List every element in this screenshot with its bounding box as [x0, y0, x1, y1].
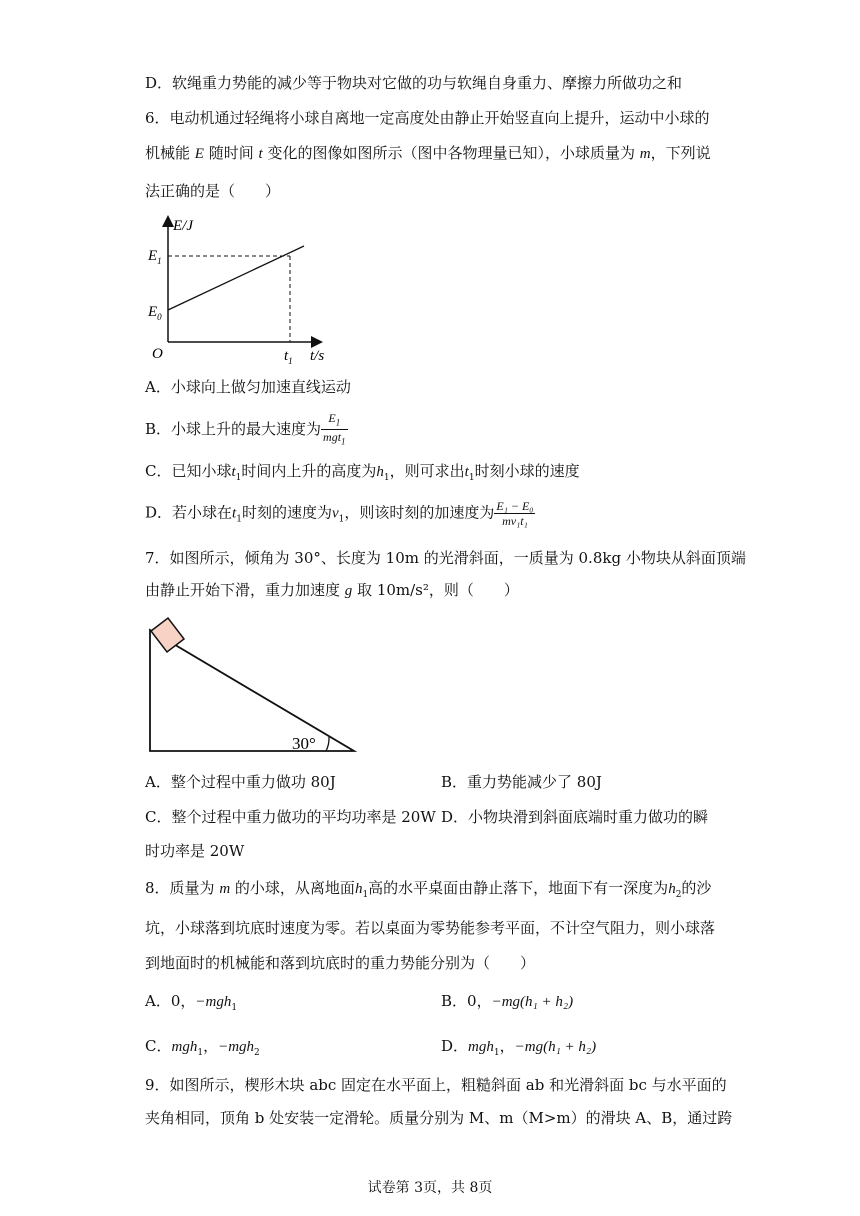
q6-stem-line3: 法正确的是（ ） [145, 182, 281, 200]
t1-label: $t_1$ [284, 348, 293, 366]
angle-label: 30° [292, 734, 316, 753]
q6-option-a: A．小球向上做匀加速直线运动 [145, 378, 351, 396]
q8-stem-line3: 到地面时的机械能和落到坑底时的重力势能分别为（ ） [145, 954, 536, 972]
q7-option-c: C．整个过程中重力做功的平均功率是 20W [145, 808, 436, 826]
q9-stem-line1: 9．如图所示，楔形木块 abc 固定在水平面上，粗糙斜面 ab 和光滑斜面 bc 与水平面的 [145, 1076, 727, 1094]
q6-option-b: B．小球上升的最大速度为 $\frac{E_1}{mgt_1}$ [145, 411, 346, 447]
q6-stem-line1: 6．电动机通过轻绳将小球自离地一定高度处由静止开始竖直向上提升，运动中小球的 [145, 109, 710, 127]
q6-option-d: D．若小球在$t_1$时刻的速度为$v_1$，则该时刻的加速度为 $\frac{\text{E₁ − E₀}}{\text{mv₁t₁}}$ [145, 499, 534, 528]
incline-triangle [150, 630, 354, 751]
page-footer: 试卷第 3页，共 8页 [367, 1180, 493, 1196]
q7-stem-line2: 由静止开始下滑，重力加速度 g 取 10m/s²，则（ ） [145, 581, 519, 599]
angle-arc [326, 737, 329, 751]
q8-stem-line2: 坑，小球落到坑底时速度为零。若以桌面为零势能参考平面，不计空气阻力，则小球落 [145, 919, 716, 937]
e1-label: $E_1$ [148, 248, 162, 266]
q7-incline-figure [140, 610, 370, 760]
q9-stem-line2: 夹角相同，顶角 b 处安装一定滑轮。质量分别为 M、m（M>m）的滑块 A、B，通过跨 [145, 1109, 733, 1127]
q8-stem-line1: 8．质量为 m 的小球，从离地面$h_1$高的水平桌面由静止落下，地面下有一深度为$h_2$的沙 [145, 879, 712, 900]
y-axis-label: E/J [173, 218, 193, 234]
q7-option-d: D．小物块滑到斜面底端时重力做功的瞬 [441, 808, 709, 826]
x-axis-label: t/s [310, 348, 325, 364]
q8-option-a: A．0，−mgh$_1$ [145, 992, 238, 1013]
q8-option-d: D．mgh$_1$，−mg(h₁ + h₂) [441, 1037, 597, 1058]
q5-option-d: D．软绳重力势能的减少等于物块对它做的功与软绳自身重力、摩擦力所做功之和 [145, 74, 683, 92]
q6-stem-line2: 机械能 E 随时间 t 变化的图像如图所示（图中各物理量已知），小球质量为 m，下列说 [145, 144, 711, 162]
q8-option-c: C．mgh$_1$，−mgh$_2$ [145, 1037, 260, 1058]
origin-label: O [152, 346, 163, 362]
q7-option-a: A．整个过程中重力做功 80J [145, 773, 336, 791]
q7-stem-line1: 7．如图所示，倾角为 30°、长度为 10m 的光滑斜面，一质量为 0.8kg 小物块从斜面顶端 [145, 549, 746, 567]
q6-energy-time-graph [140, 208, 340, 368]
q7-option-b: B．重力势能减少了 80J [441, 773, 602, 791]
e0-label: $E_0$ [148, 304, 162, 322]
q7-option-d-cont: 时功率是 20W [145, 842, 245, 860]
q6-option-c: C．已知小球$t_1$时间内上升的高度为$h_1$，则可求出$t_1$时刻小球的速度 [145, 462, 580, 483]
q8-option-b: B．0，−mg(h₁ + h₂) [441, 992, 574, 1010]
